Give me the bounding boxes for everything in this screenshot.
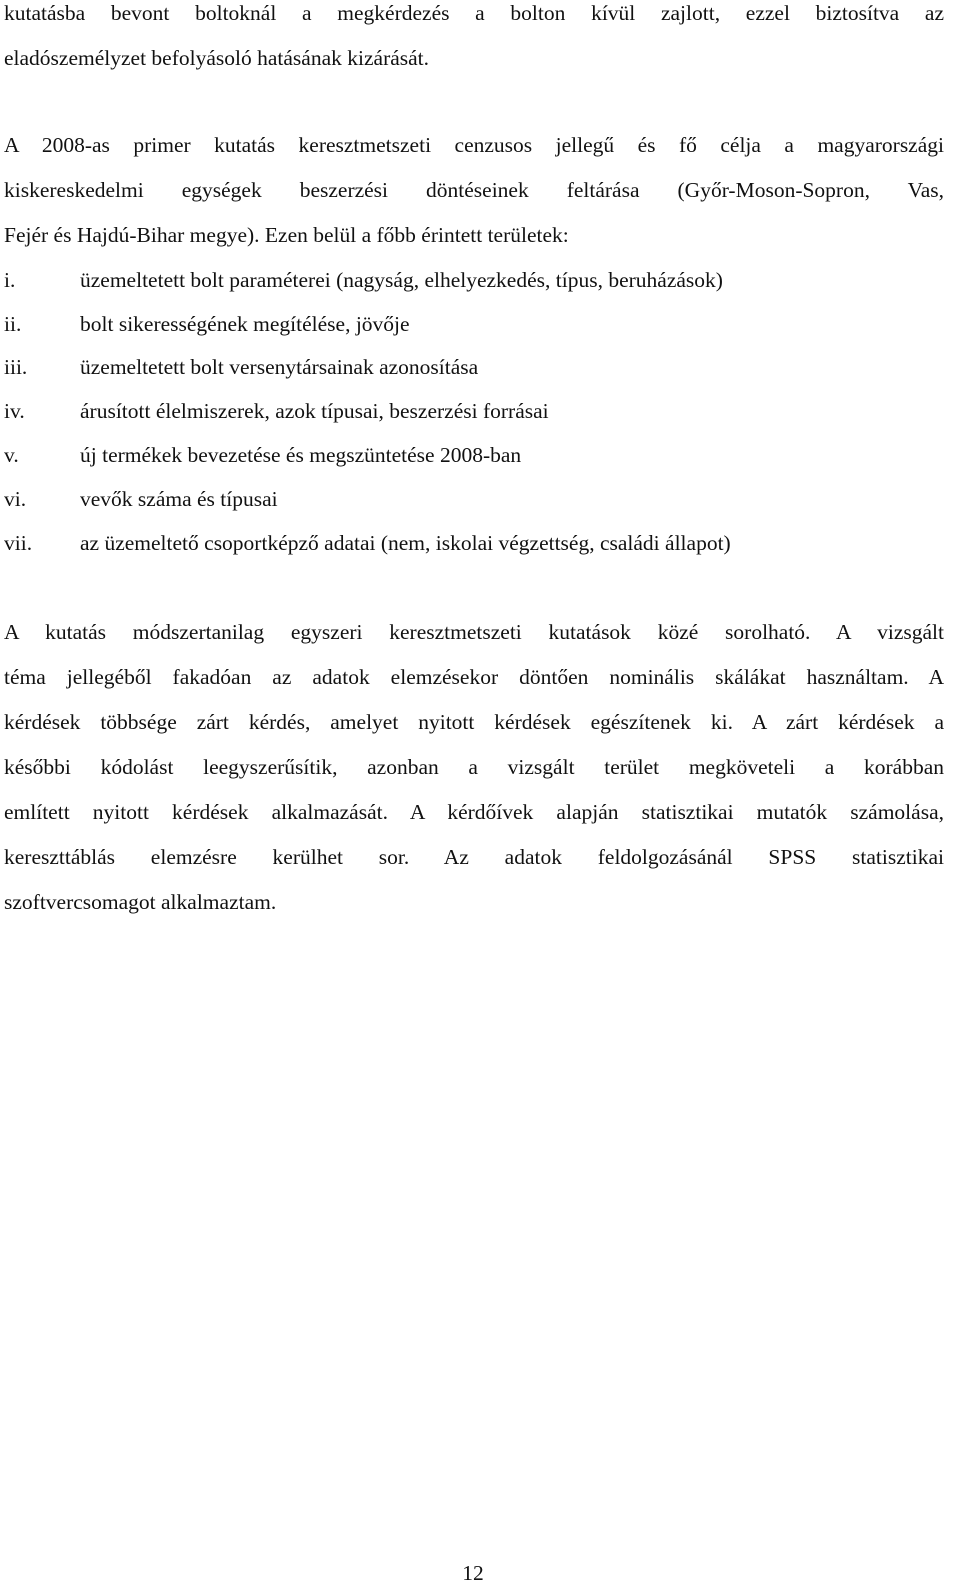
list-item-text: bolt sikerességének megítélése, jövője: [80, 312, 410, 336]
paragraph-3-line-5: említett nyitott kérdések alkalmazását. A kérdőívek alapján statisztikai mutatók számolása,: [4, 800, 944, 824]
list-item-number: ii.: [4, 312, 22, 336]
list-item-number: iii.: [4, 355, 28, 379]
paragraph-3-line-2: téma jellegéből fakadóan az adatok elemzésekor döntően nominális skálákat használtam. A: [4, 665, 944, 689]
paragraph-1-line-1: kutatásba bevont boltoknál a megkérdezés a bolton kívül zajlott, ezzel biztosítva az: [4, 1, 944, 25]
list-item-text: vevők száma és típusai: [80, 487, 278, 511]
list-item-number: vii.: [4, 531, 33, 555]
list-item-number: iv.: [4, 399, 25, 423]
paragraph-3-line-3: kérdések többsége zárt kérdés, amelyet nyitott kérdések egészítenek ki. A zárt kérdések a: [4, 710, 944, 734]
paragraph-1-line-2: eladószemélyzet befolyásoló hatásának kizárását.: [4, 46, 430, 70]
paragraph-2-line-2: kiskereskedelmi egységek beszerzési döntéseinek feltárása (Győr-Moson-Sopron, Vas,: [4, 178, 944, 202]
list-item-text: üzemeltetett bolt paraméterei (nagyság, elhelyezkedés, típus, beruházások): [80, 268, 723, 292]
list-item-text: az üzemeltető csoportképző adatai (nem, iskolai végzettség, családi állapot): [80, 531, 731, 555]
list-item-number: i.: [4, 268, 16, 292]
list-item-text: árusított élelmiszerek, azok típusai, beszerzési forrásai: [80, 399, 549, 423]
list-item-number: vi.: [4, 487, 27, 511]
list-item-text: új termékek bevezetése és megszüntetése 2008-ban: [80, 443, 522, 467]
paragraph-2-line-3: Fejér és Hajdú-Bihar megye). Ezen belül a főbb érintett területek:: [4, 223, 569, 247]
paragraph-2-line-1: A 2008-as primer kutatás keresztmetszeti cenzusos jellegű és fő célja a magyarországi: [4, 133, 944, 157]
list-item-text: üzemeltetett bolt versenytársainak azonosítása: [80, 355, 479, 379]
paragraph-3-line-7: szoftvercsomagot alkalmaztam.: [4, 890, 277, 914]
page-number: 12: [462, 1561, 484, 1585]
paragraph-3-line-4: későbbi kódolást leegyszerűsítik, azonban a vizsgált terület megköveteli a korábban: [4, 755, 944, 779]
list-item-number: v.: [4, 443, 19, 467]
paragraph-3-line-1: A kutatás módszertanilag egyszeri keresztmetszeti kutatások közé sorolható. A vizsgált: [4, 620, 944, 644]
paragraph-3-line-6: kereszttáblás elemzésre kerülhet sor. Az adatok feldolgozásánál SPSS statisztikai: [4, 845, 944, 869]
